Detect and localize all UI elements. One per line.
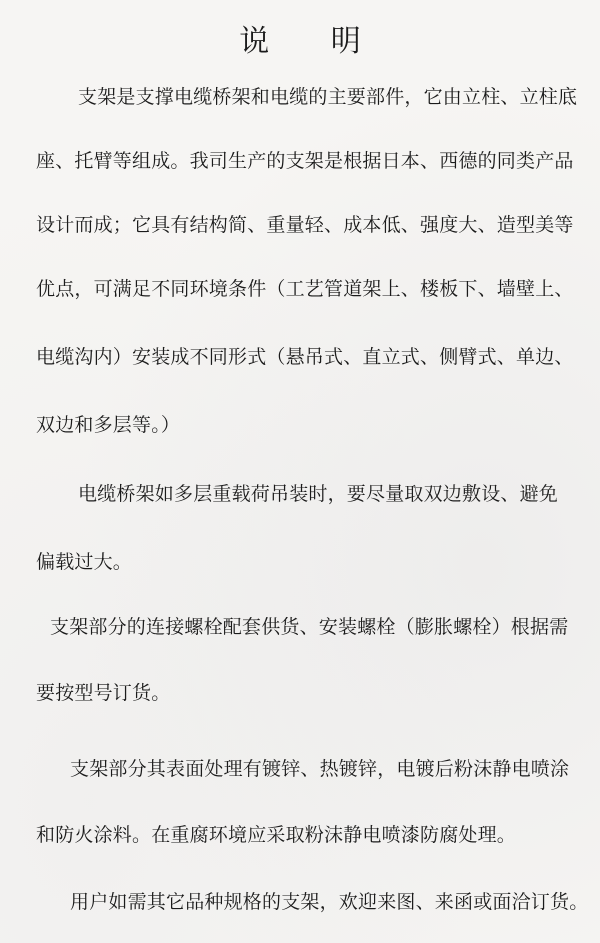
paragraph-2-line-1: 电缆桥架如多层重载荷吊装时，要尽量取双边敷设、避免 <box>78 483 559 505</box>
paragraph-1-line-5: 电缆沟内）安装成不同形式（悬吊式、直立式、侧臂式、单边、 <box>36 346 574 368</box>
paragraph-1-line-6: 双边和多层等。） <box>36 414 181 436</box>
paragraph-2-line-2: 偏载过大。 <box>36 551 133 573</box>
paragraph-1-line-3: 设计而成；它具有结构简、重量轻、成本低、强度大、造型美等 <box>36 214 574 236</box>
paragraph-3-line-1: 支架部分的连接螺栓配套供货、安装螺栓（膨胀螺栓）根据需 <box>50 616 569 638</box>
paragraph-1-line-2: 座、托臂等组成。我司生产的支架是根据日本、西德的同类产品 <box>36 150 574 172</box>
paragraph-1-line-4: 优点，可满足不同环境条件（工艺管道架上、楼板下、墙壁上、 <box>36 278 574 300</box>
paragraph-4-line-2: 和防火涂料。在重腐环境应采取粉沫静电喷漆防腐处理。 <box>36 824 517 846</box>
paragraph-5-line-1: 用户如需其它品种规格的支架，欢迎来图、来函或面洽订货。 <box>70 891 589 913</box>
paragraph-4-line-1: 支架部分其表面处理有镀锌、热镀锌，电镀后粉沫静电喷涂 <box>70 758 570 780</box>
paragraph-3-line-2: 要按型号订货。 <box>36 682 171 704</box>
paragraph-1-line-1: 支架是支撑电缆桥架和电缆的主要部件，它由立柱、立柱底 <box>78 86 578 108</box>
page-title: 说 明 <box>239 24 387 59</box>
